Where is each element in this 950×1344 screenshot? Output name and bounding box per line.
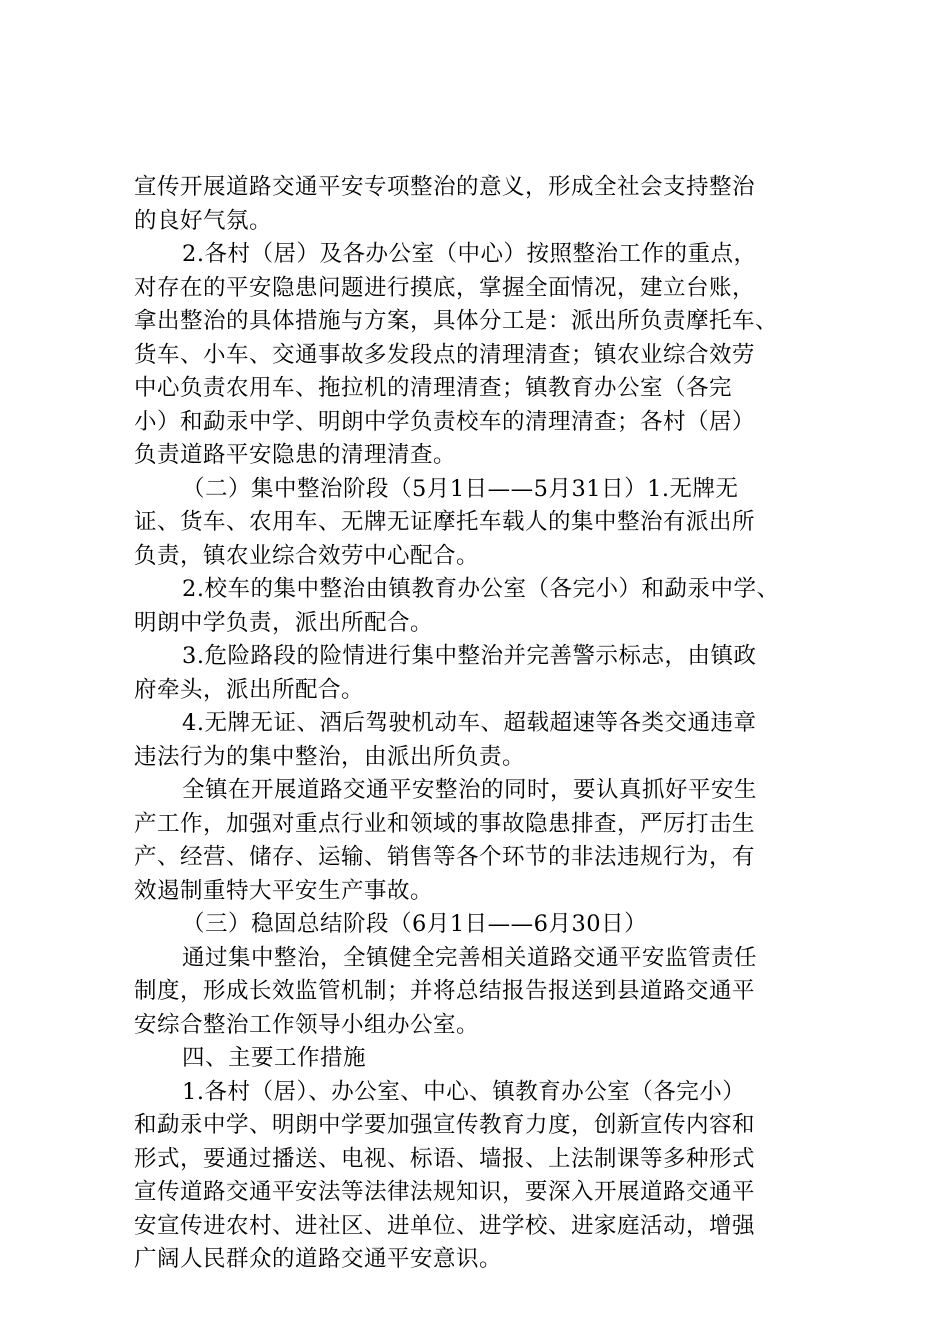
text-line: 四、主要工作措施: [182, 1045, 367, 1071]
text-line: 产、经营、储存、运输、销售等各个环节的非法违规行为，有: [134, 844, 756, 870]
text-line: 产工作，加强对重点行业和领域的事故隐患排查，严厉打击生: [134, 810, 756, 837]
text-line: 广阔人民群众的道路交通平安意识。: [134, 1246, 503, 1272]
text-line: 1.各村（居）、办公室、中心、镇教育办公室（各完小）: [182, 1078, 746, 1105]
document-body: [134, 171, 834, 1277]
text-line: 货车、小车、交通事故多发段点的清理清查；镇农业综合效劳: [134, 341, 756, 368]
text-line: 效遏制重特大平安生产事故。: [134, 877, 434, 904]
text-line: 全镇在开展道路交通平安整治的同时，要认真抓好平安生: [182, 777, 758, 803]
text-line: 制度，形成长效监管机制；并将总结报告报送到县道路交通平: [134, 978, 756, 1004]
text-line: 明朗中学负责，派出所配合。: [134, 609, 434, 636]
text-line: （三）稳固总结阶段（6月1日——6月30日）: [182, 911, 648, 937]
text-line: 小）和勐汞中学、明朗中学负责校车的清理清查；各村（居）: [134, 408, 756, 435]
text-line: 对存在的平安隐患问题进行摸底，掌握全面情况，建立台账，: [134, 274, 756, 301]
text-line: 3.危险路段的险情进行集中整治并完善警示标志，由镇政: [182, 643, 757, 669]
text-line: 府牵头，派出所配合。: [134, 676, 365, 703]
text-line: 负责道路平安隐患的清理清查。: [134, 442, 457, 468]
text-line: 2.校车的集中整治由镇教育办公室（各完小）和勐汞中学、: [182, 576, 780, 602]
text-line: （二）集中整治阶段（5月1日——5月31日）1.无牌无: [182, 475, 739, 502]
text-line: 证、货车、农用车、无牌无证摩托车载人的集中整治有派出所: [134, 509, 756, 535]
text-line: 宣传开展道路交通平安专项整治的意义，形成全社会支持整治: [134, 174, 756, 200]
text-line: 拿出整治的具体措施与方案，具体分工是：派出所负责摩托车、: [134, 308, 779, 334]
text-line: 4.无牌无证、酒后驾驶机动车、超载超速等各类交通违章: [182, 710, 757, 736]
text-line: 的良好气氛。: [134, 207, 273, 234]
text-line: 中心负责农用车、拖拉机的清理清查；镇教育办公室（各完: [134, 375, 733, 401]
text-line: 违法行为的集中整治，由派出所负责。: [134, 743, 526, 770]
text-line: 形式，要通过播送、电视、标语、墙报、上法制课等多种形式: [134, 1145, 756, 1172]
text-line: 安宣传进农村、进社区、进单位、进学校、进家庭活动，增强: [134, 1212, 756, 1239]
text-line: 2.各村（居）及各办公室（中心）按照整治工作的重点，: [182, 241, 757, 267]
text-line: 宣传道路交通平安法等法律法规知识，要深入开展道路交通平: [134, 1179, 756, 1205]
text-line: 和勐汞中学、明朗中学要加强宣传教育力度，创新宣传内容和: [134, 1112, 756, 1138]
text-line: 通过集中整治，全镇健全完善相关道路交通平安监管责任: [182, 944, 758, 971]
text-line: 负责，镇农业综合效劳中心配合。: [134, 542, 480, 569]
text-line: 安综合整治工作领导小组办公室。: [134, 1011, 480, 1038]
